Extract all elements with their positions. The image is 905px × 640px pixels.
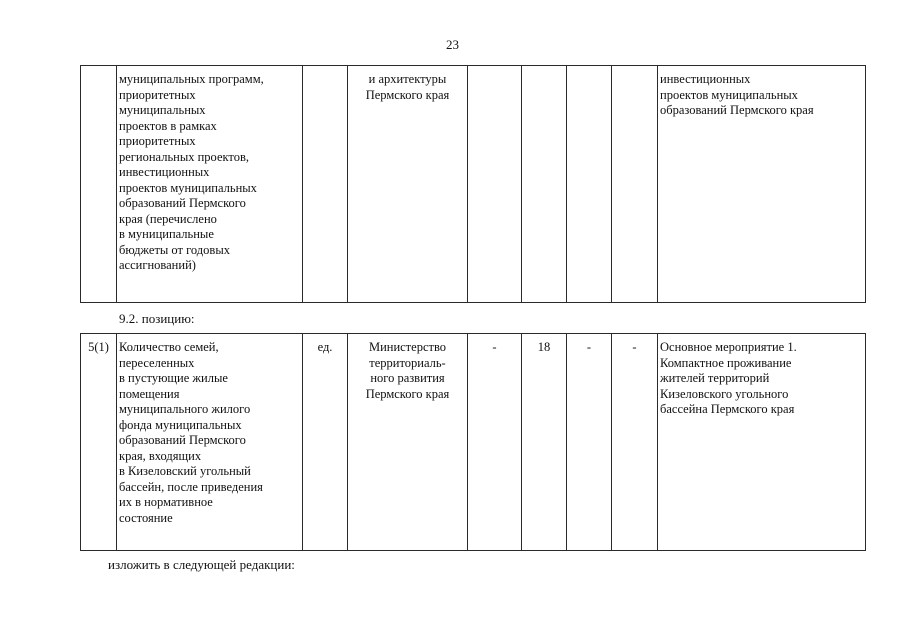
value-cell	[522, 66, 567, 303]
value-cell	[567, 66, 612, 303]
table-row	[81, 66, 866, 303]
value-cell	[612, 66, 658, 303]
indicator-name-cell: муниципальных программ, приоритетных муниципальных проектов в рамках приоритетных региональных проектов, инвестиционных проектов муниципальных образований Пермского края (перечислено в муниципальные бюджеты от годовых ассигнований)	[117, 66, 303, 303]
row-number-cell: 5(1)	[81, 334, 117, 551]
value-cell: -	[612, 334, 658, 551]
indicator-name-cell: Количество семей, переселенных в пустующие жилые помещения муниципального жилого фонда муниципальных образований Пермского края, входящих в Кизеловский угольный бассейн, после приведения их в нормативное состояние	[117, 334, 303, 551]
executor-cell: Министерство территориаль- ного развития Пермского края	[348, 334, 468, 551]
unit-cell	[303, 66, 348, 303]
measure-cell: инвестиционных проектов муниципальных образований Пермского края	[658, 66, 866, 303]
value-cell: -	[567, 334, 612, 551]
measure-cell: Основное мероприятие 1. Компактное проживание жителей территорий Кизеловского угольного бассейна Пермского края	[658, 334, 866, 551]
paragraph-instruction: изложить в следующей редакции:	[108, 557, 295, 572]
page-number: 23	[446, 37, 459, 52]
table-row	[81, 334, 866, 551]
value-cell: -	[468, 334, 522, 551]
value-cell	[468, 66, 522, 303]
executor-cell: и архитектуры Пермского края	[348, 66, 468, 303]
paragraph-position: 9.2. позицию:	[119, 311, 195, 326]
indicator-table	[80, 333, 866, 551]
value-cell: 18	[522, 334, 567, 551]
unit-cell: ед.	[303, 334, 348, 551]
row-number-cell	[81, 66, 117, 303]
continued-indicator-table	[80, 65, 866, 303]
